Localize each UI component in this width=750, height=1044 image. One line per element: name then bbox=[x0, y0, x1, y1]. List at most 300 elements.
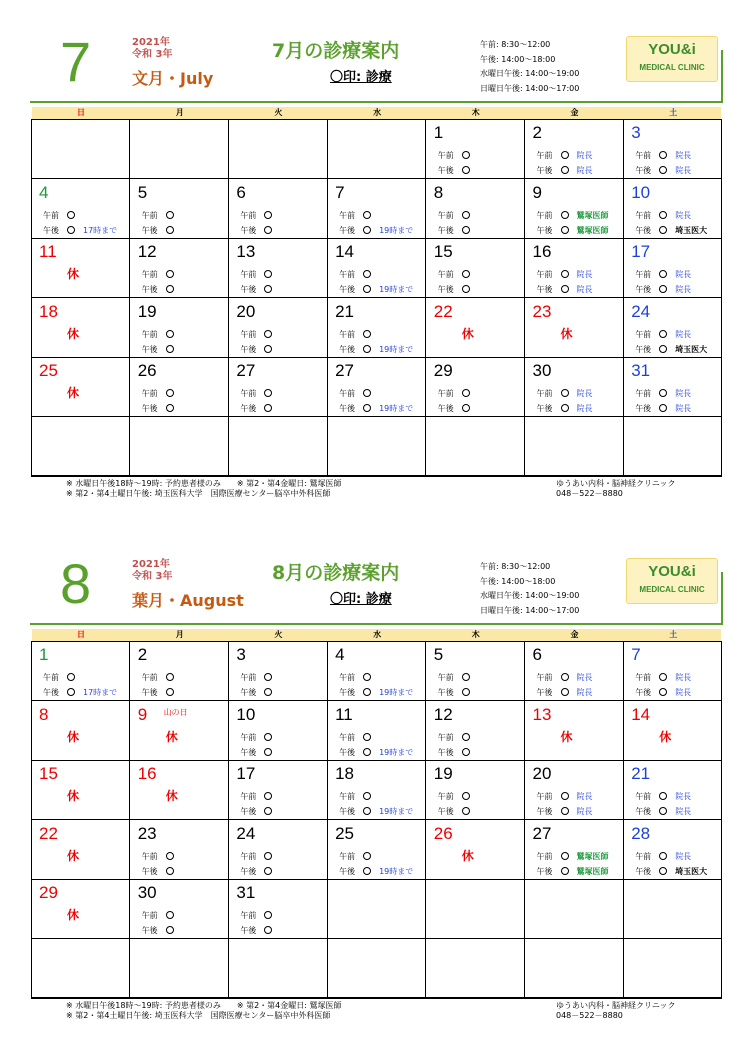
day-number: 25 bbox=[39, 361, 58, 380]
session-label: 午前 bbox=[437, 151, 454, 160]
day-cell bbox=[228, 179, 327, 239]
day-cell bbox=[31, 939, 130, 999]
session-label: 午後 bbox=[339, 285, 356, 294]
morning-row bbox=[240, 672, 272, 683]
hours-line: 日曜日午後: 14:00〜17:00 bbox=[480, 605, 580, 615]
day-number: 5 bbox=[137, 182, 148, 202]
weekday-label: 月 bbox=[175, 108, 184, 117]
day-cell bbox=[525, 939, 624, 999]
open-circle-icon bbox=[67, 688, 75, 696]
session-label: 午後 bbox=[635, 285, 652, 294]
session-label: 午後 bbox=[635, 344, 652, 354]
session-label: 午前 bbox=[536, 270, 553, 279]
day-number: 15 bbox=[433, 242, 453, 261]
day-cell bbox=[426, 119, 525, 179]
day-number: 31 bbox=[631, 361, 651, 380]
morning-row bbox=[438, 210, 470, 221]
morning-row bbox=[240, 732, 272, 743]
day-number: 26 bbox=[433, 823, 453, 843]
day-cell bbox=[327, 879, 426, 939]
session-label: 午後 bbox=[635, 866, 652, 876]
session-label: 午後 bbox=[240, 926, 257, 935]
open-circle-icon bbox=[166, 673, 174, 681]
day-cell bbox=[525, 879, 624, 939]
open-circle-icon bbox=[561, 807, 569, 815]
reiwa-label: 令和 3年 bbox=[132, 49, 173, 60]
day-number: 2 bbox=[137, 645, 148, 664]
footer-line: ※ 水曜日午後18時〜19時: 予約患者様のみ ※ 第2・第4金曜日: 鷲塚医師 bbox=[66, 1001, 342, 1010]
doctor-note: 院長 bbox=[576, 673, 593, 682]
session-label: 午前 bbox=[240, 389, 257, 398]
open-circle-icon bbox=[166, 911, 174, 919]
open-circle-icon bbox=[561, 389, 569, 397]
open-circle-icon bbox=[561, 404, 569, 412]
day-cell bbox=[623, 179, 722, 239]
day-cell bbox=[623, 357, 722, 417]
open-circle-icon bbox=[264, 688, 272, 696]
session-label: 午後 bbox=[339, 225, 356, 235]
doctor-note: 院長 bbox=[675, 807, 692, 816]
weekday-label: 日 bbox=[77, 630, 85, 639]
day-number: 7 bbox=[631, 645, 641, 664]
session-label: 午前 bbox=[339, 329, 356, 339]
morning-row bbox=[635, 150, 691, 161]
footer-line: ※ 水曜日午後18時〜19時: 予約患者様のみ ※ 第2・第4金曜日: 鷲塚医師 bbox=[66, 479, 342, 488]
day-cell bbox=[327, 939, 426, 999]
open-circle-icon bbox=[659, 226, 667, 234]
session-label: 午後 bbox=[437, 166, 454, 175]
day-cell bbox=[623, 641, 722, 701]
day-cell bbox=[327, 119, 426, 179]
afternoon-row bbox=[43, 687, 117, 698]
doctor-note: 院長 bbox=[576, 688, 593, 697]
day-cell bbox=[623, 298, 722, 358]
morning-row bbox=[438, 388, 470, 399]
afternoon-row bbox=[537, 866, 609, 877]
open-circle-icon bbox=[67, 673, 75, 681]
month-japanese-name: 葉月・August bbox=[132, 591, 244, 610]
afternoon-row bbox=[339, 747, 413, 758]
day-number: 8 bbox=[433, 182, 444, 202]
open-circle-icon bbox=[264, 389, 272, 397]
session-label: 午前 bbox=[635, 329, 652, 339]
doctor-note: 院長 bbox=[675, 792, 692, 801]
open-circle-icon bbox=[166, 404, 174, 412]
morning-row bbox=[240, 388, 272, 399]
open-circle-icon bbox=[659, 688, 667, 696]
month-japanese-name: 文月・July bbox=[132, 69, 214, 88]
day-cell bbox=[623, 238, 722, 298]
doctor-note: 19時まで bbox=[379, 866, 414, 876]
open-circle-icon bbox=[462, 404, 470, 412]
open-circle-icon bbox=[561, 673, 569, 681]
session-label: 午前 bbox=[339, 210, 356, 220]
day-number: 21 bbox=[335, 301, 355, 321]
session-label: 午前 bbox=[536, 210, 553, 220]
logo-subtext: MEDICAL CLINIC bbox=[639, 63, 705, 72]
open-circle-icon bbox=[462, 166, 470, 174]
day-cell bbox=[130, 417, 229, 477]
afternoon-row bbox=[537, 165, 593, 176]
session-label: 午後 bbox=[635, 404, 652, 413]
open-circle-icon bbox=[659, 211, 667, 219]
morning-row bbox=[142, 210, 174, 221]
weekday-label: 日 bbox=[77, 108, 85, 117]
session-label: 午後 bbox=[240, 285, 257, 294]
day-cell bbox=[525, 641, 624, 701]
doctor-note: 院長 bbox=[675, 688, 692, 697]
weekday-label: 金 bbox=[570, 108, 579, 117]
session-label: 午後 bbox=[635, 166, 652, 175]
closed-mark: 休 bbox=[461, 326, 474, 341]
afternoon-row bbox=[537, 403, 593, 414]
day-cell bbox=[228, 298, 327, 358]
morning-row bbox=[339, 732, 371, 743]
clinic-logo bbox=[626, 558, 718, 604]
session-label: 午前 bbox=[536, 673, 553, 682]
day-cell bbox=[327, 701, 426, 761]
day-cell bbox=[327, 357, 426, 417]
open-circle-icon bbox=[264, 748, 272, 756]
open-circle-icon bbox=[166, 285, 174, 293]
open-circle-icon bbox=[462, 285, 470, 293]
day-number: 29 bbox=[433, 361, 453, 380]
clinic-logo bbox=[626, 36, 718, 82]
afternoon-row bbox=[240, 284, 272, 295]
afternoon-row bbox=[635, 225, 707, 236]
afternoon-row bbox=[438, 165, 470, 176]
open-circle-icon bbox=[264, 673, 272, 681]
afternoon-row bbox=[635, 165, 691, 176]
footer-notes bbox=[66, 479, 342, 499]
day-cell bbox=[623, 820, 722, 880]
session-label: 午前 bbox=[141, 329, 158, 339]
open-circle-icon bbox=[462, 151, 470, 159]
session-label: 午前 bbox=[339, 673, 356, 682]
doctor-note: 院長 bbox=[576, 792, 593, 801]
morning-row bbox=[142, 329, 174, 340]
session-label: 午後 bbox=[339, 866, 356, 876]
morning-row bbox=[635, 672, 691, 683]
open-circle-icon bbox=[659, 867, 667, 875]
day-number: 23 bbox=[137, 823, 157, 843]
clinic-line: ゆうあい内科・脳神経クリニック bbox=[556, 1001, 676, 1010]
open-circle-icon bbox=[363, 673, 371, 681]
session-label: 午前 bbox=[437, 732, 454, 742]
open-circle-icon bbox=[561, 852, 569, 860]
afternoon-row bbox=[339, 284, 413, 295]
day-cell bbox=[130, 641, 229, 701]
afternoon-row bbox=[635, 866, 707, 877]
day-number: 9 bbox=[532, 182, 542, 202]
closed-mark: 休 bbox=[67, 848, 80, 863]
open-circle-icon bbox=[659, 852, 667, 860]
afternoon-row bbox=[635, 687, 691, 698]
hours-line: 午前: 8:30〜12:00 bbox=[480, 40, 551, 49]
open-circle-icon bbox=[659, 404, 667, 412]
day-cell bbox=[130, 179, 229, 239]
day-cell bbox=[31, 119, 130, 179]
day-cell bbox=[623, 879, 722, 939]
day-number: 20 bbox=[236, 301, 256, 321]
open-circle-icon bbox=[659, 270, 667, 278]
session-label: 午後 bbox=[536, 285, 553, 294]
session-label: 午後 bbox=[240, 344, 257, 354]
logo-subtext: MEDICAL CLINIC bbox=[639, 585, 705, 594]
afternoon-row bbox=[142, 344, 174, 355]
morning-row bbox=[240, 910, 272, 921]
day-cell bbox=[426, 417, 525, 477]
day-cell bbox=[130, 119, 229, 179]
day-number: 27 bbox=[335, 361, 355, 380]
weekday-label: 土 bbox=[669, 630, 678, 639]
day-number: 9 bbox=[137, 704, 148, 724]
doctor-note: 19時まで bbox=[379, 747, 414, 757]
day-number: 11 bbox=[39, 242, 57, 261]
closed-mark: 休 bbox=[165, 789, 178, 803]
morning-row bbox=[537, 269, 593, 280]
session-label: 午後 bbox=[43, 688, 59, 697]
session-label: 午後 bbox=[437, 807, 454, 816]
day-cell bbox=[31, 298, 130, 358]
hours-line: 水曜日午後: 14:00〜19:00 bbox=[480, 591, 580, 600]
open-circle-icon bbox=[363, 330, 371, 338]
day-cell bbox=[327, 760, 426, 820]
open-circle-icon bbox=[659, 285, 667, 293]
day-cell bbox=[130, 701, 229, 761]
closed-mark: 休 bbox=[67, 267, 80, 281]
footer-notes bbox=[66, 1001, 342, 1021]
session-label: 午前 bbox=[240, 270, 257, 279]
open-circle-icon bbox=[659, 166, 667, 174]
morning-row bbox=[339, 851, 371, 862]
open-circle-icon bbox=[363, 688, 371, 696]
day-number: 10 bbox=[631, 182, 651, 202]
day-number: 12 bbox=[137, 242, 157, 261]
session-label: 午後 bbox=[635, 688, 652, 697]
day-number: 29 bbox=[39, 883, 58, 902]
afternoon-row bbox=[339, 806, 413, 817]
morning-row bbox=[43, 210, 75, 221]
hours-line: 午後: 14:00〜18:00 bbox=[480, 54, 556, 64]
weekday-label: 土 bbox=[669, 108, 678, 117]
open-circle-icon bbox=[659, 792, 667, 800]
afternoon-row bbox=[438, 403, 470, 414]
clinic-contact bbox=[556, 1001, 676, 1021]
open-circle-icon bbox=[67, 226, 75, 234]
day-cell bbox=[426, 179, 525, 239]
session-label: 午前 bbox=[141, 911, 158, 920]
session-label: 午前 bbox=[635, 389, 652, 398]
afternoon-row bbox=[635, 403, 691, 414]
afternoon-row bbox=[635, 344, 707, 355]
open-circle-icon bbox=[659, 807, 667, 815]
open-circle-icon bbox=[166, 389, 174, 397]
day-cell bbox=[327, 179, 426, 239]
closed-mark: 休 bbox=[560, 729, 573, 744]
day-number: 1 bbox=[433, 123, 444, 142]
open-circle-icon bbox=[462, 733, 470, 741]
session-label: 午前 bbox=[240, 210, 257, 220]
session-label: 午前 bbox=[339, 732, 356, 742]
weekday-label: 水 bbox=[373, 108, 382, 117]
weekday-label: 木 bbox=[471, 630, 480, 639]
weekday-label: 金 bbox=[570, 630, 579, 639]
day-cell bbox=[525, 701, 624, 761]
session-label: 午後 bbox=[437, 404, 454, 413]
afternoon-row bbox=[142, 225, 174, 236]
open-circle-icon bbox=[561, 792, 569, 800]
weekday-label: 月 bbox=[175, 630, 184, 639]
session-label: 午前 bbox=[240, 329, 257, 339]
open-circle-icon bbox=[264, 345, 272, 353]
open-circle-icon bbox=[264, 733, 272, 741]
morning-row bbox=[142, 388, 174, 399]
session-label: 午後 bbox=[141, 225, 158, 235]
day-cell bbox=[623, 939, 722, 999]
day-number: 15 bbox=[39, 764, 58, 783]
morning-row bbox=[635, 210, 691, 221]
footer-line: ※ 第2・第4土曜日午後: 埼玉医科大学 国際医療センター脳卒中外科医師 bbox=[66, 1011, 331, 1020]
day-cell bbox=[228, 760, 327, 820]
closed-mark: 休 bbox=[67, 908, 80, 922]
open-circle-icon bbox=[659, 673, 667, 681]
day-cell bbox=[623, 119, 722, 179]
session-label: 午後 bbox=[536, 807, 553, 816]
morning-row bbox=[635, 269, 691, 280]
day-cell bbox=[327, 238, 426, 298]
doctor-note: 院長 bbox=[675, 270, 692, 279]
weekday-header bbox=[32, 107, 721, 119]
day-cell bbox=[525, 238, 624, 298]
open-circle-icon bbox=[561, 226, 569, 234]
afternoon-row bbox=[537, 806, 593, 817]
session-label: 午後 bbox=[141, 404, 158, 413]
session-label: 午前 bbox=[240, 851, 257, 861]
session-label: 午後 bbox=[536, 166, 553, 175]
open-circle-icon bbox=[264, 270, 272, 278]
doctor-note: 院長 bbox=[576, 151, 593, 160]
day-number: 4 bbox=[335, 645, 345, 664]
hours-block bbox=[480, 38, 579, 96]
session-label: 午後 bbox=[437, 285, 454, 294]
day-cell bbox=[228, 119, 327, 179]
day-number: 26 bbox=[137, 361, 157, 380]
afternoon-row bbox=[240, 866, 272, 877]
day-number: 17 bbox=[631, 242, 651, 261]
session-label: 午後 bbox=[635, 225, 652, 235]
day-number: 13 bbox=[532, 704, 552, 724]
session-label: 午前 bbox=[240, 792, 257, 801]
open-circle-icon bbox=[166, 852, 174, 860]
session-label: 午前 bbox=[437, 389, 454, 398]
session-label: 午前 bbox=[536, 851, 553, 861]
afternoon-row bbox=[438, 284, 470, 295]
doctor-note: 17時まで bbox=[83, 688, 118, 697]
day-cell bbox=[228, 417, 327, 477]
open-circle-icon bbox=[363, 270, 371, 278]
day-number: 30 bbox=[532, 361, 552, 380]
session-label: 午後 bbox=[635, 807, 652, 816]
open-circle-icon bbox=[264, 852, 272, 860]
session-label: 午後 bbox=[339, 344, 356, 354]
clinic-line: ゆうあい内科・脳神経クリニック bbox=[556, 479, 676, 488]
open-circle-icon bbox=[561, 166, 569, 174]
hours-line: 午後: 14:00〜18:00 bbox=[480, 576, 556, 586]
day-number: 5 bbox=[433, 645, 444, 664]
doctor-note: 鷲塚医師 bbox=[576, 866, 609, 876]
open-circle-icon bbox=[166, 330, 174, 338]
afternoon-row bbox=[240, 403, 272, 414]
day-cell bbox=[228, 701, 327, 761]
doctor-note: 院長 bbox=[576, 404, 593, 413]
doctor-note: 院長 bbox=[576, 389, 593, 398]
session-label: 午前 bbox=[635, 792, 652, 801]
day-number: 28 bbox=[631, 823, 651, 843]
open-circle-icon bbox=[462, 211, 470, 219]
doctor-note: 院長 bbox=[675, 404, 692, 413]
day-cell bbox=[228, 641, 327, 701]
day-number: 1 bbox=[39, 645, 49, 664]
month-number: 8 bbox=[60, 552, 92, 615]
morning-row bbox=[635, 329, 691, 340]
afternoon-row bbox=[438, 747, 470, 758]
afternoon-row bbox=[43, 225, 117, 236]
day-cell bbox=[327, 417, 426, 477]
morning-row bbox=[240, 329, 272, 340]
open-circle-icon bbox=[166, 270, 174, 278]
day-cell bbox=[130, 760, 229, 820]
day-cell bbox=[525, 179, 624, 239]
morning-row bbox=[339, 210, 371, 221]
morning-row bbox=[537, 150, 593, 161]
day-cell bbox=[623, 760, 722, 820]
day-cell bbox=[228, 820, 327, 880]
afternoon-row bbox=[142, 925, 174, 936]
day-cell bbox=[31, 701, 130, 761]
session-label: 午前 bbox=[437, 210, 454, 220]
afternoon-row bbox=[537, 284, 593, 295]
year-block bbox=[132, 559, 172, 583]
morning-row bbox=[240, 210, 272, 221]
day-cell bbox=[525, 119, 624, 179]
afternoon-row bbox=[339, 687, 413, 698]
morning-row bbox=[240, 791, 272, 802]
day-cell bbox=[130, 879, 229, 939]
day-cell bbox=[327, 820, 426, 880]
afternoon-row bbox=[142, 284, 174, 295]
closed-mark: 休 bbox=[67, 386, 80, 400]
doctor-note: 鷲塚医師 bbox=[576, 210, 609, 220]
day-cell bbox=[31, 641, 130, 701]
day-number: 27 bbox=[532, 823, 552, 843]
logo-text: YOU&i bbox=[648, 563, 696, 580]
doctor-note: 埼玉医大 bbox=[675, 225, 708, 235]
day-cell bbox=[525, 357, 624, 417]
page-title: 7月の診療案内 bbox=[272, 40, 400, 62]
open-circle-icon bbox=[363, 404, 371, 412]
day-number: 25 bbox=[335, 823, 355, 843]
hours-line: 日曜日午後: 14:00〜17:00 bbox=[480, 83, 580, 93]
doctor-note: 19時まで bbox=[379, 225, 414, 235]
day-cell bbox=[525, 417, 624, 477]
day-cell bbox=[525, 820, 624, 880]
day-cell bbox=[623, 417, 722, 477]
day-number: 30 bbox=[137, 883, 157, 902]
day-cell bbox=[31, 820, 130, 880]
open-circle-icon bbox=[659, 151, 667, 159]
session-label: 午後 bbox=[437, 747, 454, 757]
